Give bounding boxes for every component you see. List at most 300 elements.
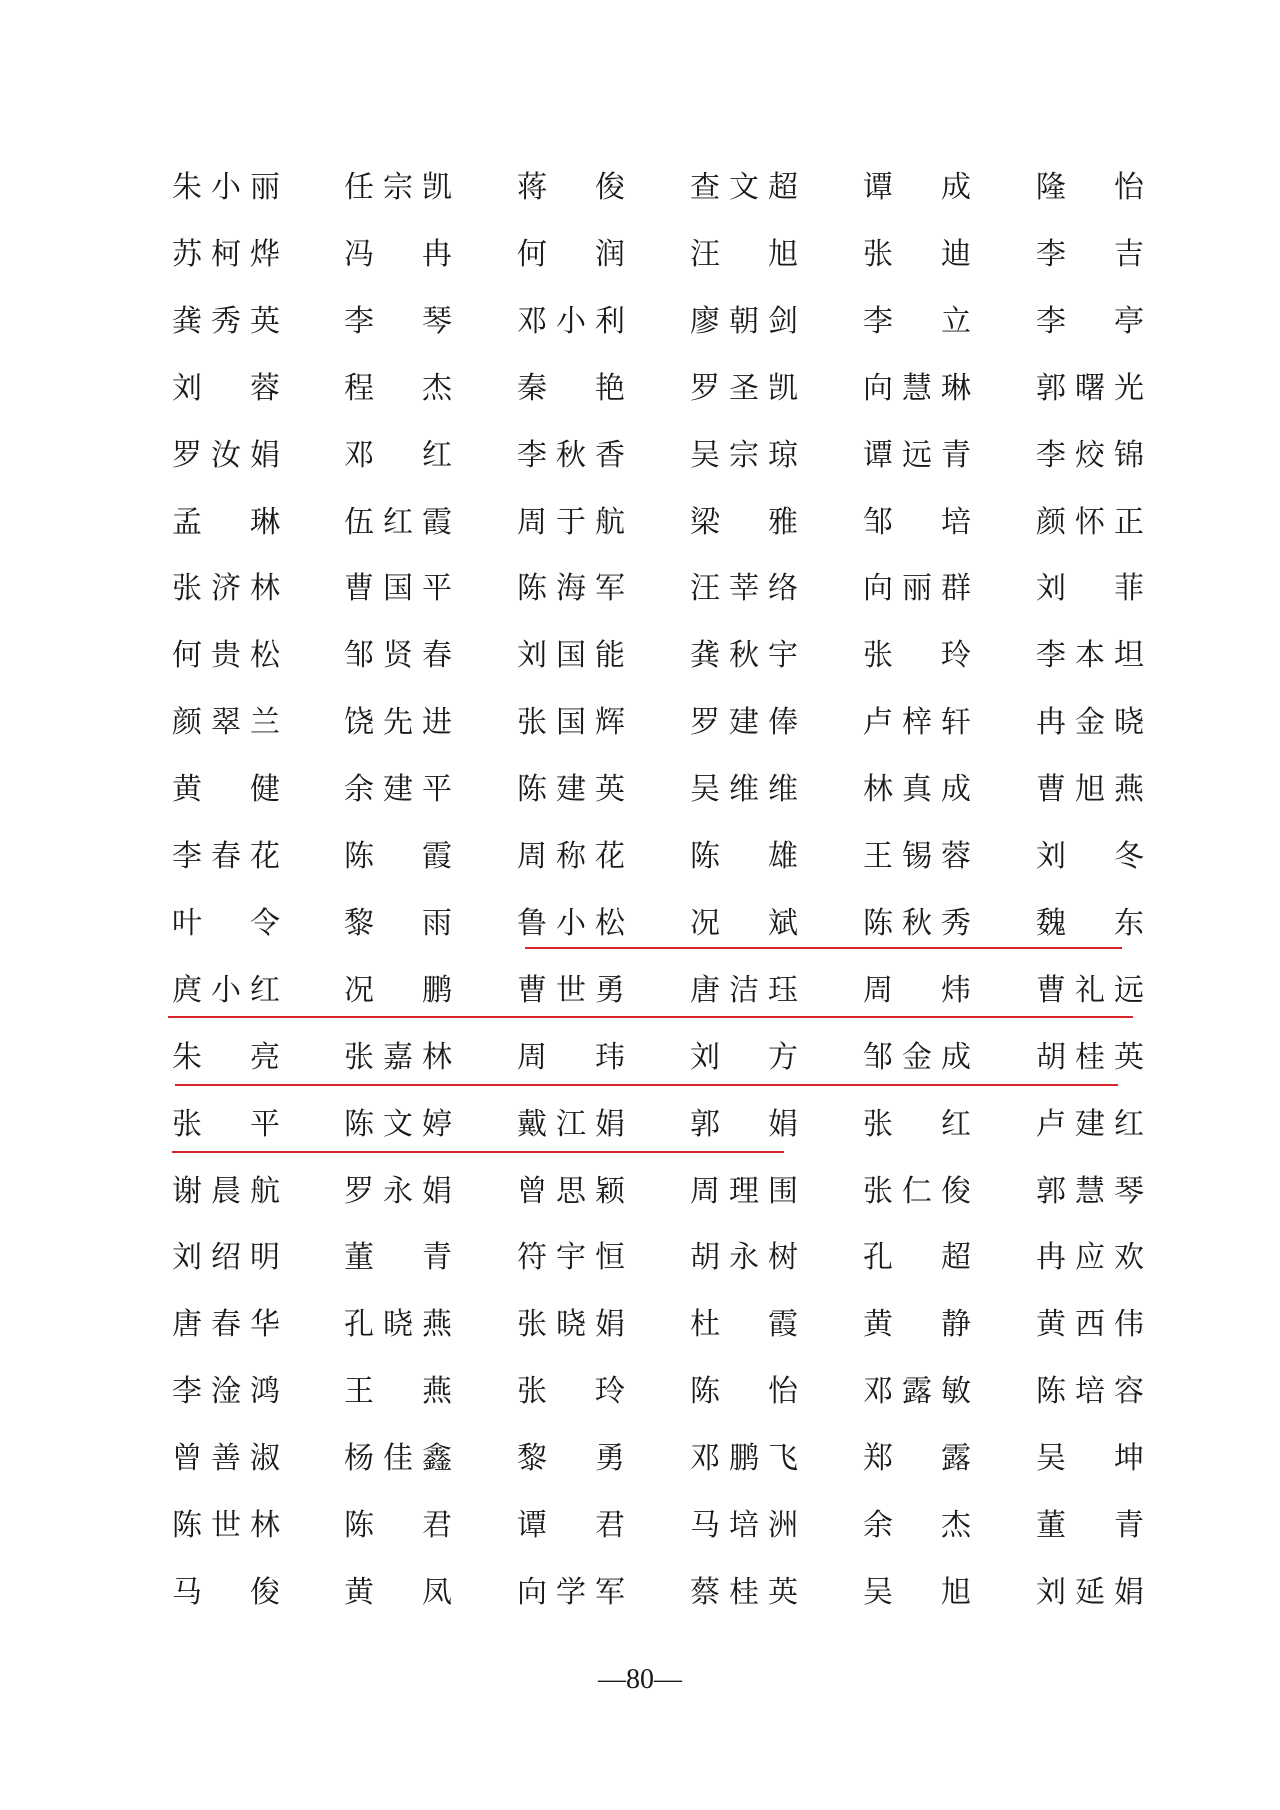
name-char: 永: [729, 1240, 759, 1276]
name-char: 建: [383, 772, 413, 808]
name-char: 成: [941, 772, 971, 808]
name-char: 培: [1075, 1374, 1105, 1410]
name-char: 进: [422, 705, 452, 741]
name-entry: [172, 902, 280, 946]
name-entry: [344, 1571, 452, 1615]
name-char: 王: [863, 839, 893, 874]
name-char: 文: [383, 1106, 413, 1142]
name-char: 黄: [344, 1574, 374, 1610]
name-char: 春: [211, 839, 241, 874]
name-char: 唐: [172, 1307, 202, 1343]
name-entry: [863, 567, 971, 611]
name-entry: [172, 1170, 280, 1214]
name-char: 蔡: [690, 1574, 720, 1610]
name-char: 林: [250, 1508, 280, 1543]
name-char: 张: [517, 1307, 547, 1343]
name-char: 秋: [556, 437, 586, 473]
name-char: 斌: [768, 905, 798, 941]
name-entry: [172, 300, 280, 344]
name-char: 叶: [172, 905, 202, 941]
name-char: 罗: [690, 370, 720, 406]
name-char: 烨: [250, 236, 280, 272]
name-entry: [863, 1170, 971, 1214]
name-char: 林: [863, 772, 893, 808]
name-char: 光: [1114, 370, 1144, 406]
name-entry: [690, 1103, 798, 1147]
name-char: 培: [941, 504, 971, 540]
name-entry: [172, 233, 280, 277]
name-char: 李: [517, 437, 547, 473]
name-char: 陈: [344, 1508, 374, 1543]
name-char: 围: [768, 1173, 798, 1209]
name-char: 霞: [768, 1307, 798, 1343]
name-char: 淦: [211, 1374, 241, 1410]
name-entry: [690, 768, 798, 812]
name-char: 航: [250, 1173, 280, 1209]
name-char: 廖: [690, 303, 720, 339]
name-char: 晓: [1114, 705, 1144, 741]
name-char: 陈: [1036, 1374, 1066, 1410]
name-entry: [690, 835, 798, 879]
name-char: 烄: [1075, 437, 1105, 473]
name-entry: [863, 902, 971, 946]
name-char: 方: [768, 1039, 798, 1075]
name-char: 李: [1036, 638, 1066, 674]
name-entry: [863, 835, 971, 879]
name-entry: [1036, 768, 1144, 812]
name-char: 晓: [383, 1307, 413, 1343]
name-char: 飞: [768, 1441, 798, 1477]
name-char: 宗: [729, 437, 759, 473]
name-char: 令: [250, 905, 280, 941]
name-entry: [690, 367, 798, 411]
name-char: 吴: [690, 437, 720, 473]
name-char: 刘: [172, 1240, 202, 1276]
name-char: 宗: [383, 170, 413, 205]
name-char: 郭: [690, 1106, 720, 1142]
name-char: 红: [383, 504, 413, 540]
name-char: 郭: [1036, 370, 1066, 406]
name-char: 周: [517, 1039, 547, 1075]
name-char: 邹: [863, 1039, 893, 1075]
name-entry: [690, 1170, 798, 1214]
name-char: 程: [344, 370, 374, 406]
name-char: 能: [595, 638, 625, 674]
name-char: 刘: [1036, 839, 1066, 874]
name-char: 张: [517, 705, 547, 741]
name-entry: [172, 501, 280, 545]
name-char: 君: [595, 1508, 625, 1543]
name-char: 何: [172, 638, 202, 674]
name-entry: [517, 1303, 625, 1347]
name-char: 罗: [172, 437, 202, 473]
name-entry: [690, 701, 798, 745]
name-char: 成: [941, 1039, 971, 1075]
page-number: —80—: [598, 1664, 682, 1695]
name-entry: [1036, 1036, 1144, 1080]
name-char: 饶: [344, 705, 374, 741]
name-entry: [1036, 634, 1144, 678]
name-char: 建: [729, 705, 759, 741]
name-entry: [172, 166, 280, 210]
name-char: 龚: [172, 303, 202, 339]
name-char: 玲: [595, 1374, 625, 1410]
name-entry: [344, 1036, 452, 1080]
name-char: 金: [902, 1039, 932, 1075]
name-char: 张: [517, 1374, 547, 1410]
name-char: 谢: [172, 1173, 202, 1209]
name-entry: [344, 1437, 452, 1481]
name-char: 杰: [941, 1508, 971, 1543]
name-char: 树: [768, 1240, 798, 1276]
name-char: 正: [1114, 504, 1144, 540]
name-char: 向: [863, 370, 893, 406]
name-char: 伟: [1114, 1307, 1144, 1343]
name-char: 隆: [1036, 170, 1066, 205]
name-entry: [1036, 567, 1144, 611]
name-entry: [344, 902, 452, 946]
name-entry: [863, 969, 971, 1013]
name-char: 小: [556, 905, 586, 941]
name-char: 超: [768, 170, 798, 205]
name-char: 英: [595, 772, 625, 808]
name-char: 怀: [1075, 504, 1105, 540]
name-entry: [863, 1437, 971, 1481]
name-char: 曾: [172, 1441, 202, 1477]
name-char: 旭: [1075, 772, 1105, 808]
name-char: 柯: [211, 236, 241, 272]
name-char: 唐: [690, 972, 720, 1008]
name-char: 蓉: [941, 839, 971, 874]
name-char: 罗: [690, 705, 720, 741]
name-char: 朝: [729, 303, 759, 339]
name-char: 郭: [1036, 1173, 1066, 1209]
name-entry: [1036, 1303, 1144, 1347]
name-entry: [690, 233, 798, 277]
name-char: 汪: [690, 571, 720, 607]
name-entry: [517, 634, 625, 678]
name-entry: [1036, 902, 1144, 946]
name-char: 鹏: [422, 972, 452, 1008]
name-char: 勇: [595, 972, 625, 1008]
name-char: 冉: [1036, 705, 1066, 741]
name-char: 维: [729, 772, 759, 808]
name-char: 郑: [863, 1441, 893, 1477]
name-char: 李: [863, 303, 893, 339]
name-entry: [863, 1571, 971, 1615]
name-char: 冬: [1114, 839, 1144, 874]
name-char: 东: [1114, 905, 1144, 941]
name-entry: [690, 969, 798, 1013]
name-char: 小: [211, 170, 241, 205]
name-char: 邓: [344, 437, 374, 473]
name-char: 况: [690, 905, 720, 941]
name-char: 董: [344, 1240, 374, 1276]
name-char: 国: [383, 571, 413, 607]
name-char: 余: [863, 1508, 893, 1543]
name-char: 娟: [595, 1307, 625, 1343]
name-char: 维: [768, 772, 798, 808]
name-entry: [517, 367, 625, 411]
name-entry: [172, 835, 280, 879]
name-char: 娟: [595, 1106, 625, 1142]
name-char: 亭: [1114, 303, 1144, 339]
name-char: 燕: [422, 1307, 452, 1343]
name-char: 络: [768, 571, 798, 607]
name-char: 邓: [517, 303, 547, 339]
name-entry: [344, 1370, 452, 1414]
name-entry: [690, 1303, 798, 1347]
name-char: 小: [556, 303, 586, 339]
name-entry: [690, 1036, 798, 1080]
name-char: 琴: [1114, 1173, 1144, 1209]
name-entry: [344, 969, 452, 1013]
name-char: 曹: [344, 571, 374, 607]
name-entry: [863, 300, 971, 344]
name-entry: [517, 166, 625, 210]
name-char: 翠: [211, 705, 241, 741]
name-char: 坤: [1114, 1441, 1144, 1477]
name-char: 国: [556, 705, 586, 741]
name-entry: [1036, 166, 1144, 210]
name-char: 娟: [768, 1106, 798, 1142]
name-char: 黄: [172, 772, 202, 808]
name-entry: [1036, 1370, 1144, 1414]
name-entry: [1036, 367, 1144, 411]
name-char: 曹: [1036, 772, 1066, 808]
name-char: 玲: [941, 638, 971, 674]
name-char: 黎: [517, 1441, 547, 1477]
name-char: 花: [250, 839, 280, 874]
name-char: 符: [517, 1240, 547, 1276]
name-char: 鑫: [422, 1441, 452, 1477]
name-char: 冉: [1036, 1240, 1066, 1276]
name-entry: [344, 1504, 452, 1548]
name-char: 谭: [863, 437, 893, 473]
name-char: 吴: [690, 772, 720, 808]
name-char: 吴: [863, 1574, 893, 1610]
name-entry: [172, 634, 280, 678]
name-char: 黎: [344, 905, 374, 941]
name-entry: [172, 1370, 280, 1414]
name-entry: [517, 768, 625, 812]
name-char: 刘: [690, 1039, 720, 1075]
name-char: 琼: [768, 437, 798, 473]
name-char: 雅: [768, 504, 798, 540]
name-entry: [344, 166, 452, 210]
name-char: 曹: [517, 972, 547, 1008]
name-entry: [344, 501, 452, 545]
name-char: 辉: [595, 705, 625, 741]
name-char: 俸: [768, 705, 798, 741]
name-char: 娟: [1114, 1574, 1144, 1610]
name-char: 艳: [595, 370, 625, 406]
name-char: 于: [556, 504, 586, 540]
name-char: 贵: [211, 638, 241, 674]
name-char: 理: [729, 1173, 759, 1209]
name-entry: [517, 1504, 625, 1548]
name-entry: [690, 434, 798, 478]
name-char: 冉: [422, 236, 452, 272]
name-char: 杨: [344, 1441, 374, 1477]
name-char: 林: [422, 1039, 452, 1075]
name-char: 胡: [690, 1240, 720, 1276]
name-char: 刘: [1036, 1574, 1066, 1610]
name-char: 旭: [941, 1574, 971, 1610]
name-char: 慧: [902, 370, 932, 406]
name-char: 刘: [172, 370, 202, 406]
name-entry: [517, 233, 625, 277]
name-char: 颖: [595, 1173, 625, 1209]
name-char: 秋: [902, 905, 932, 941]
name-char: 剑: [768, 303, 798, 339]
name-char: 曹: [1036, 972, 1066, 1008]
name-char: 红: [1114, 1106, 1144, 1142]
name-entry: [172, 434, 280, 478]
name-entry: [517, 902, 625, 946]
name-char: 任: [344, 170, 374, 205]
name-entry: [517, 1437, 625, 1481]
name-entry: [1036, 835, 1144, 879]
name-char: 李: [1036, 437, 1066, 473]
name-char: 炜: [941, 972, 971, 1008]
name-entry: [172, 1103, 280, 1147]
name-char: 庹: [172, 972, 202, 1008]
name-char: 海: [556, 571, 586, 607]
name-entry: [517, 501, 625, 545]
name-char: 孔: [344, 1307, 374, 1343]
name-entry: [1036, 701, 1144, 745]
name-char: 绍: [211, 1240, 241, 1276]
name-char: 陈: [517, 571, 547, 607]
name-char: 超: [941, 1240, 971, 1276]
name-char: 松: [250, 638, 280, 674]
name-entry: [690, 1571, 798, 1615]
name-entry: [172, 1437, 280, 1481]
name-char: 坦: [1114, 638, 1144, 674]
name-char: 永: [383, 1173, 413, 1209]
name-char: 青: [422, 1240, 452, 1276]
name-char: 邹: [863, 504, 893, 540]
name-char: 汪: [690, 236, 720, 272]
name-char: 淑: [250, 1441, 280, 1477]
name-char: 华: [250, 1307, 280, 1343]
name-char: 张: [863, 236, 893, 272]
name-entry: [1036, 1236, 1144, 1280]
name-char: 魏: [1036, 905, 1066, 941]
name-char: 查: [690, 170, 720, 205]
name-char: 霞: [422, 839, 452, 874]
name-char: 林: [250, 571, 280, 607]
name-char: 青: [941, 437, 971, 473]
name-char: 静: [941, 1307, 971, 1343]
name-entry: [690, 1504, 798, 1548]
name-char: 容: [1114, 1374, 1144, 1410]
name-char: 学: [556, 1574, 586, 1610]
name-char: 世: [556, 972, 586, 1008]
name-entry: [690, 567, 798, 611]
name-char: 俊: [941, 1173, 971, 1209]
name-char: 刘: [1036, 571, 1066, 607]
name-char: 嘉: [383, 1039, 413, 1075]
name-char: 凯: [768, 370, 798, 406]
name-char: 汝: [211, 437, 241, 473]
name-char: 丽: [250, 170, 280, 205]
name-char: 军: [595, 1574, 625, 1610]
name-char: 小: [211, 972, 241, 1008]
name-char: 培: [729, 1508, 759, 1543]
name-char: 延: [1075, 1574, 1105, 1610]
name-entry: [517, 567, 625, 611]
name-char: 颜: [1036, 504, 1066, 540]
name-char: 张: [863, 1173, 893, 1209]
name-char: 丽: [902, 571, 932, 607]
name-char: 勇: [595, 1441, 625, 1477]
name-char: 江: [556, 1106, 586, 1142]
name-entry: [344, 835, 452, 879]
name-entry: [172, 701, 280, 745]
name-entry: [344, 300, 452, 344]
name-entry: [863, 1036, 971, 1080]
name-entry: [690, 634, 798, 678]
name-entry: [344, 434, 452, 478]
name-entry: [517, 1170, 625, 1214]
name-char: 黄: [1036, 1307, 1066, 1343]
name-char: 凯: [422, 170, 452, 205]
name-char: 本: [1075, 638, 1105, 674]
name-char: 迪: [941, 236, 971, 272]
name-char: 露: [941, 1441, 971, 1477]
name-char: 鹏: [729, 1441, 759, 1477]
name-char: 琳: [941, 370, 971, 406]
name-char: 先: [383, 705, 413, 741]
name-entry: [344, 1236, 452, 1280]
name-entry: [344, 367, 452, 411]
name-char: 卢: [1036, 1106, 1066, 1142]
name-char: 晨: [211, 1173, 241, 1209]
name-entry: [1036, 1170, 1144, 1214]
name-entry: [517, 1036, 625, 1080]
name-char: 邓: [690, 1441, 720, 1477]
name-char: 胡: [1036, 1039, 1066, 1075]
name-char: 李: [172, 839, 202, 874]
name-char: 朱: [172, 1039, 202, 1075]
name-char: 黄: [863, 1307, 893, 1343]
name-entry: [863, 701, 971, 745]
name-char: 马: [172, 1574, 202, 1610]
name-char: 宇: [768, 638, 798, 674]
name-entry: [344, 1170, 452, 1214]
name-char: 香: [595, 437, 625, 473]
name-char: 佳: [383, 1441, 413, 1477]
name-entry: [517, 701, 625, 745]
name-char: 桂: [1075, 1039, 1105, 1075]
name-char: 王: [344, 1374, 374, 1410]
name-char: 国: [556, 638, 586, 674]
name-char: 俊: [250, 1574, 280, 1610]
name-entry: [690, 166, 798, 210]
name-entry: [863, 1370, 971, 1414]
name-char: 莘: [729, 571, 759, 607]
name-entry: [690, 1437, 798, 1481]
name-char: 明: [250, 1240, 280, 1276]
name-char: 秦: [517, 370, 547, 406]
name-char: 吴: [1036, 1441, 1066, 1477]
name-char: 真: [902, 772, 932, 808]
name-entry: [344, 701, 452, 745]
name-entry: [517, 1571, 625, 1615]
name-char: 礼: [1075, 972, 1105, 1008]
